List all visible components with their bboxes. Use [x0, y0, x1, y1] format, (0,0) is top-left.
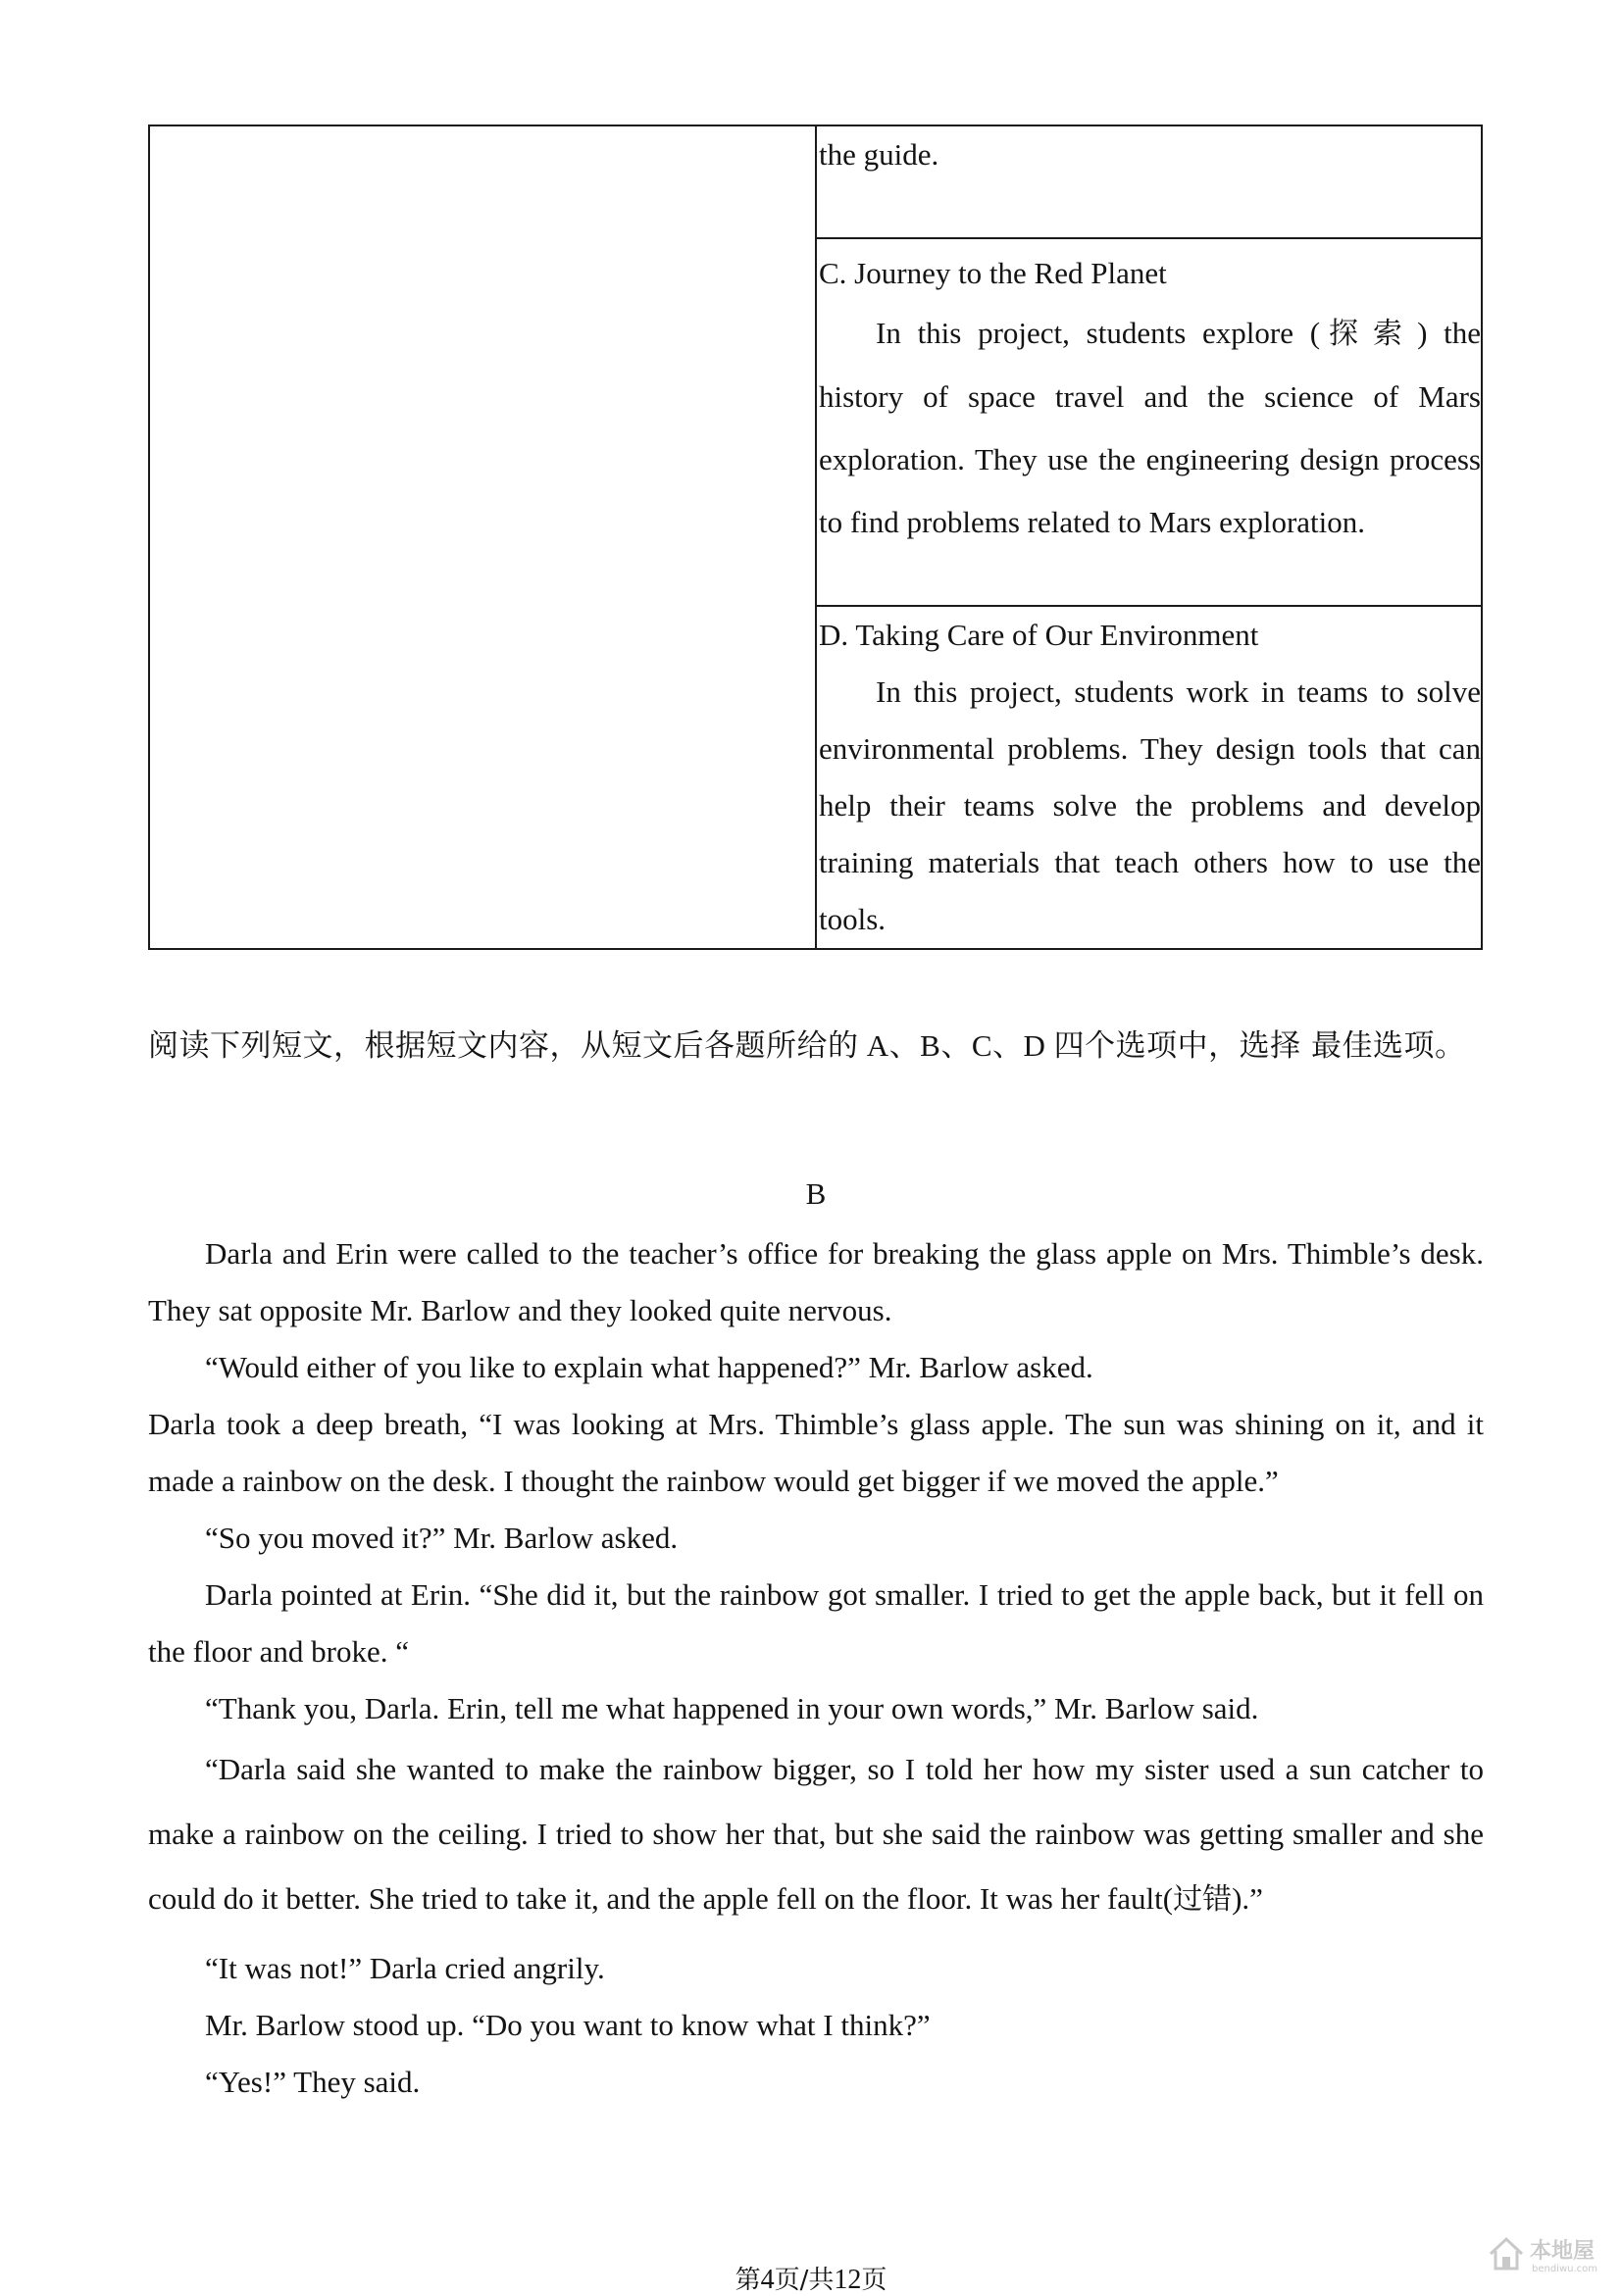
reading-instruction: 阅读下列短文，根据短文内容，从短文后各题所给的 A、B、C、D 四个选项中，选择 最佳选项。 — [148, 1028, 1466, 1064]
passage-paragraph: “Would either of you like to explain what happened?” Mr. Barlow asked. — [205, 1350, 1093, 1384]
watermark — [1487, 2230, 1604, 2283]
page-number: 4 — [760, 2265, 775, 2295]
table-left-cell — [149, 125, 816, 949]
project-d-body: In this project, students work in teams to solve environmental problems. They design tools that can help their teams solve the problems and develop training materials that teach others how to use the tools. — [819, 674, 1481, 936]
continuation-text: the guide. — [819, 137, 939, 172]
passage-paragraph: Mr. Barlow stood up. “Do you want to know what I think?” — [205, 2008, 931, 2042]
project-d-title: D. Taking Care of Our Environment — [819, 617, 1259, 652]
house-icon — [1487, 2234, 1526, 2273]
project-c-title: C. Journey to the Red Planet — [819, 256, 1167, 291]
passage-label: B — [805, 1176, 827, 1211]
passage-paragraph: Darla and Erin were called to the teacher’s office for breaking the glass apple on Mrs. Thimble’s desk. They sat opposite Mr. Barlow and they looked quite nervous. — [148, 1236, 1484, 1327]
passage-paragraph: “Thank you, Darla. Erin, tell me what happened in your own words,” Mr. Barlow said. — [205, 1691, 1259, 1725]
passage-paragraph: “Yes!” They said. — [205, 2065, 421, 2099]
passage-paragraph-erin: “Darla said she wanted to make the rainbow bigger, so I told her how my sister used a sun catcher to make a rainbow on the ceiling. I tried to show her that, but she said the rainbow was getting smaller and she could do it better. She tried to take it, and the apple fell on the floor. It was her fault(过错).” — [148, 1752, 1484, 1917]
total-pages: 12 — [834, 2265, 862, 2295]
project-table — [148, 125, 1483, 950]
passage-paragraph: “So you moved it?” Mr. Barlow asked. — [205, 1521, 679, 1555]
project-c-body: In this project, students explore (探索) the history of space travel and the science of Mars exploration. They use the engineering design process to find problems related to Mars exploration. — [819, 316, 1482, 540]
table-cell-project-d — [816, 606, 1482, 949]
passage-paragraph: “It was not!” Darla cried angrily. — [205, 1951, 605, 1985]
watermark-subtext: bendiwu.com — [1532, 2264, 1598, 2274]
passage-paragraph: Darla pointed at Erin. “She did it, but the rainbow got smaller. I tried to get the apple back, but it fell on the floor and broke. “ — [148, 1577, 1484, 1669]
table-cell-continuation — [816, 125, 1482, 238]
table-cell-project-c — [816, 238, 1482, 605]
passage-paragraph: Darla took a deep breath, “I was looking at Mrs. Thimble’s glass apple. The sun was shining on it, and it made a rainbow on the desk. I thought the rainbow would get bigger if we moved the apple.” — [148, 1407, 1484, 1498]
fault-chinese-gloss: 过错 — [1173, 1882, 1233, 1917]
project-c-chinese-gloss: 探索 — [1320, 317, 1418, 352]
page-footer: 第4页/共12页 — [735, 2265, 887, 2295]
passage-body — [148, 1225, 1484, 2111]
watermark-text: 本地屋 — [1530, 2239, 1596, 2264]
